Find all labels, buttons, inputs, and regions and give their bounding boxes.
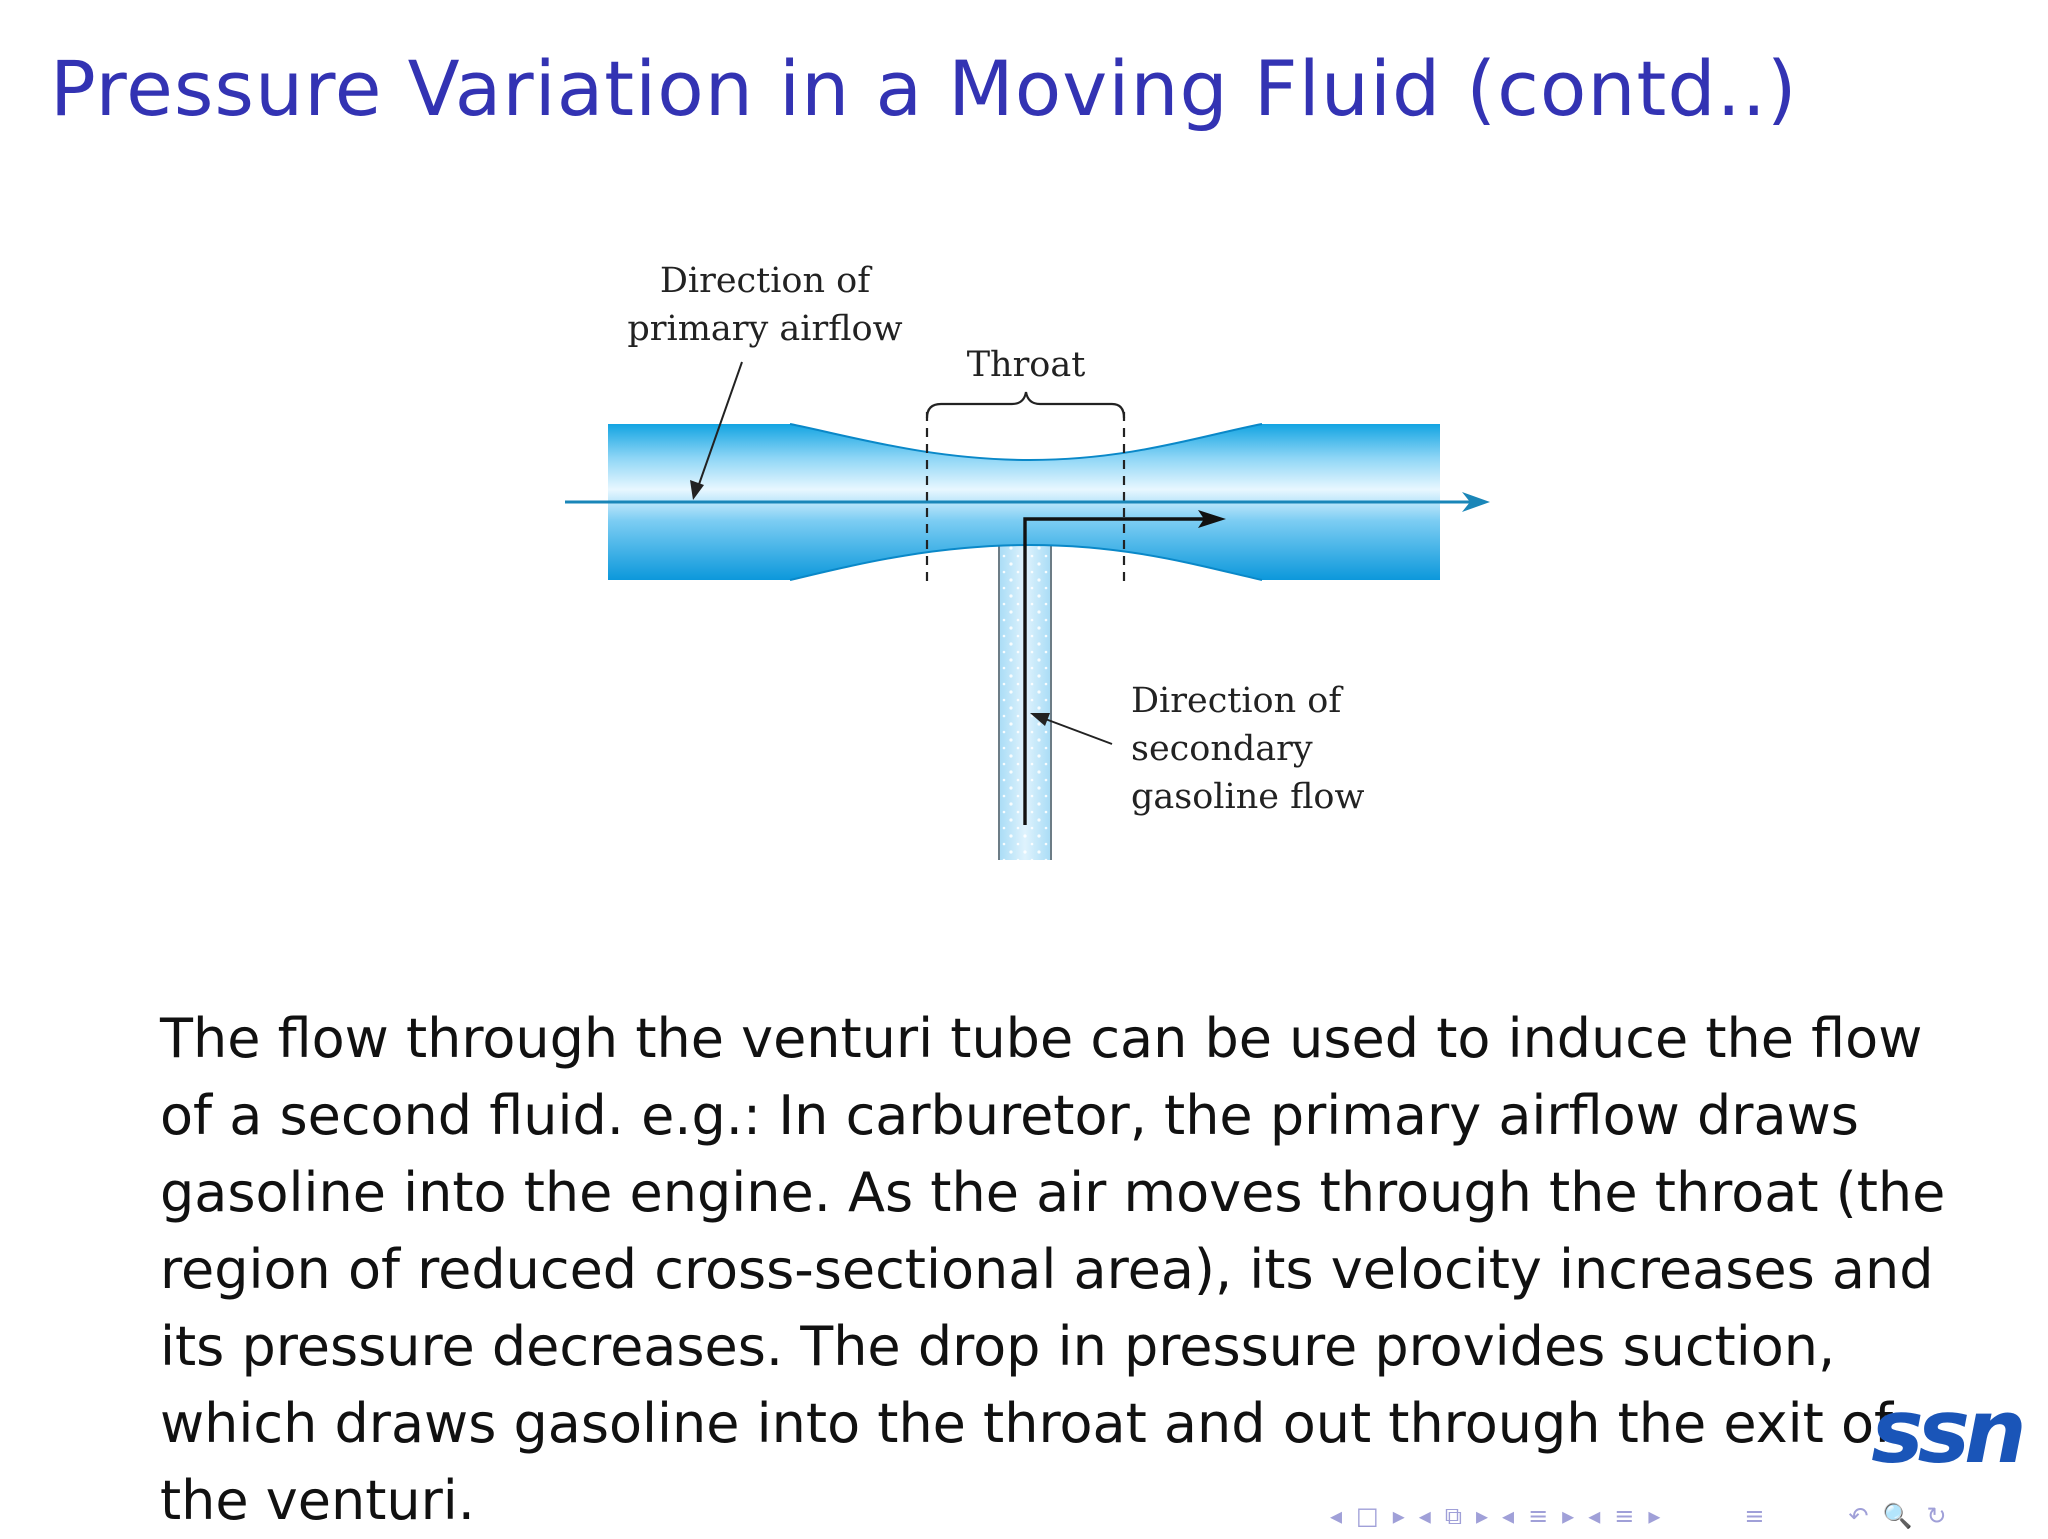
body-line: which draws gasoline into the throat and out through the exit of: [160, 1392, 1894, 1455]
body-line: of a second fluid. e.g.: In carburetor, the primary airflow draws: [160, 1084, 1859, 1147]
nav-next-icon[interactable]: ▸: [1562, 1502, 1575, 1530]
nav-section-icon[interactable]: ≡: [1528, 1502, 1549, 1530]
label-throat: Throat: [966, 345, 1086, 385]
nav-next-icon[interactable]: ▸: [1648, 1502, 1661, 1530]
nav-prev-icon[interactable]: ◂: [1588, 1502, 1601, 1530]
nav-subsection-icon[interactable]: ⧉: [1444, 1502, 1462, 1530]
body-line: its pressure decreases. The drop in pressure provides suction,: [160, 1315, 1836, 1378]
body-line: the venturi.: [160, 1469, 475, 1532]
body-line: gasoline into the engine. As the air moves through the throat (the: [160, 1161, 1946, 1224]
nav-prev-icon[interactable]: ◂: [1502, 1502, 1515, 1530]
nav-next-icon[interactable]: ▸: [1392, 1502, 1405, 1530]
label-secondary-2: secondary: [1131, 729, 1313, 769]
nav-next-icon[interactable]: ▸: [1475, 1502, 1489, 1530]
nav-search-icon[interactable]: 🔍: [1882, 1502, 1913, 1530]
nav-back-icon[interactable]: ↶: [1848, 1502, 1869, 1530]
slide-title: Pressure Variation in a Moving Fluid (contd..): [50, 44, 1798, 133]
label-primary-2: primary airflow: [627, 309, 903, 349]
label-primary-1: Direction of: [659, 261, 871, 301]
label-secondary-1: Direction of: [1131, 681, 1342, 721]
ssn-logo: [1862, 1390, 2030, 1480]
nav-outline-icon[interactable]: ≡: [1744, 1502, 1765, 1530]
nav-frame-icon[interactable]: □: [1356, 1502, 1379, 1530]
body-line: region of reduced cross-sectional area), its velocity increases and: [160, 1238, 1934, 1301]
nav-forward-icon[interactable]: ↻: [1926, 1502, 1947, 1530]
nav-section-icon[interactable]: ≡: [1614, 1502, 1635, 1530]
beamer-navigation: [1330, 1496, 2040, 1536]
body-line: The flow through the venturi tube can be used to induce the flow: [160, 1007, 1923, 1070]
nav-prev-icon[interactable]: ◂: [1330, 1502, 1343, 1530]
nav-prev-icon[interactable]: ◂: [1418, 1502, 1431, 1530]
ssn-logo-text: ssn: [1871, 1390, 2021, 1480]
label-secondary-3: gasoline flow: [1131, 777, 1365, 817]
